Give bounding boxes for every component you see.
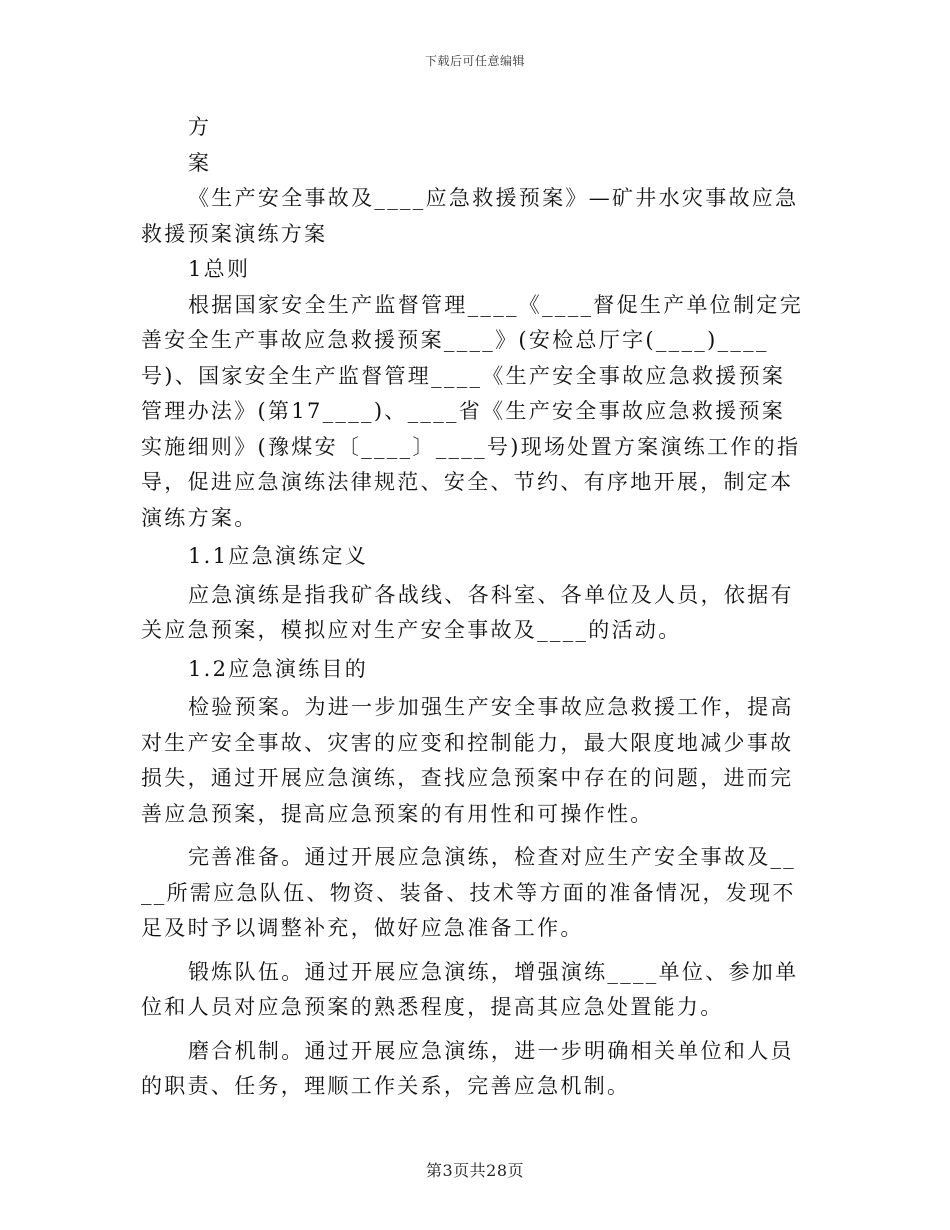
section-heading-general: 1总则 bbox=[188, 257, 251, 281]
paragraph-verify-plan: 检验预案。为进一步加强生产安全事故应急救援工作，提高对生产安全事故、灾害的应变和控制能力，最大限度地减少事故损失，通过开展应急演练，查找应急预案中存在的问题，进而完善应急预案，提高应急预案的有用性和可操作性。 bbox=[141, 695, 794, 826]
paragraph-basis: 根据国家安全生产监督管理____《____督促生产单位制定完善安全生产事故应急救援预案____》(安检总厅字(____)____号)、国家安全生产监督管理____《生产安全事故应急救援预案管理办法》(第17____)、____省《生产安全事故应急救援预案实施细则》(豫煤安〔____〕____号)现场处置方案演练工作的指导，促进应急演练法律规范、安全、节约、有序地开展，制定本演练方案。 bbox=[141, 292, 803, 530]
section-heading-definition: 1.1应急演练定义 bbox=[188, 544, 369, 568]
document-title: 《生产安全事故及____应急救援预案》—矿井水灾事故应急救援预案演练方案 bbox=[141, 186, 799, 246]
document-body bbox=[141, 110, 807, 1105]
page-number: 第3页共28页 bbox=[425, 1161, 525, 1180]
paragraph-improve-preparation: 完善准备。通过开展应急演练，检查对应生产安全事故及____所需应急队伍、物资、装备、技术等方面的准备情况，发现不足及时予以调整补充，做好应急准备工作。 bbox=[141, 845, 797, 940]
header-note: 下载后可任意编辑 bbox=[424, 54, 525, 68]
paragraph-an: 案 bbox=[188, 150, 212, 175]
paragraph-mechanism: 磨合机制。通过开展应急演练，进一步明确相关单位和人员的职责、任务，理顺工作关系，完善应急机制。 bbox=[141, 1038, 794, 1098]
section-heading-purpose: 1.2应急演练目的 bbox=[188, 656, 369, 681]
paragraph-fang: 方 bbox=[188, 115, 212, 139]
paragraph-definition: 应急演练是指我矿各战线、各科室、各单位及人员，依据有关应急预案，模拟应对生产安全事故及____的活动。 bbox=[141, 582, 794, 642]
paragraph-train-team: 锻炼队伍。通过开展应急演练，增强演练____单位、参加单位和人员对应急预案的熟悉程度，提高其应急处置能力。 bbox=[141, 959, 799, 1019]
